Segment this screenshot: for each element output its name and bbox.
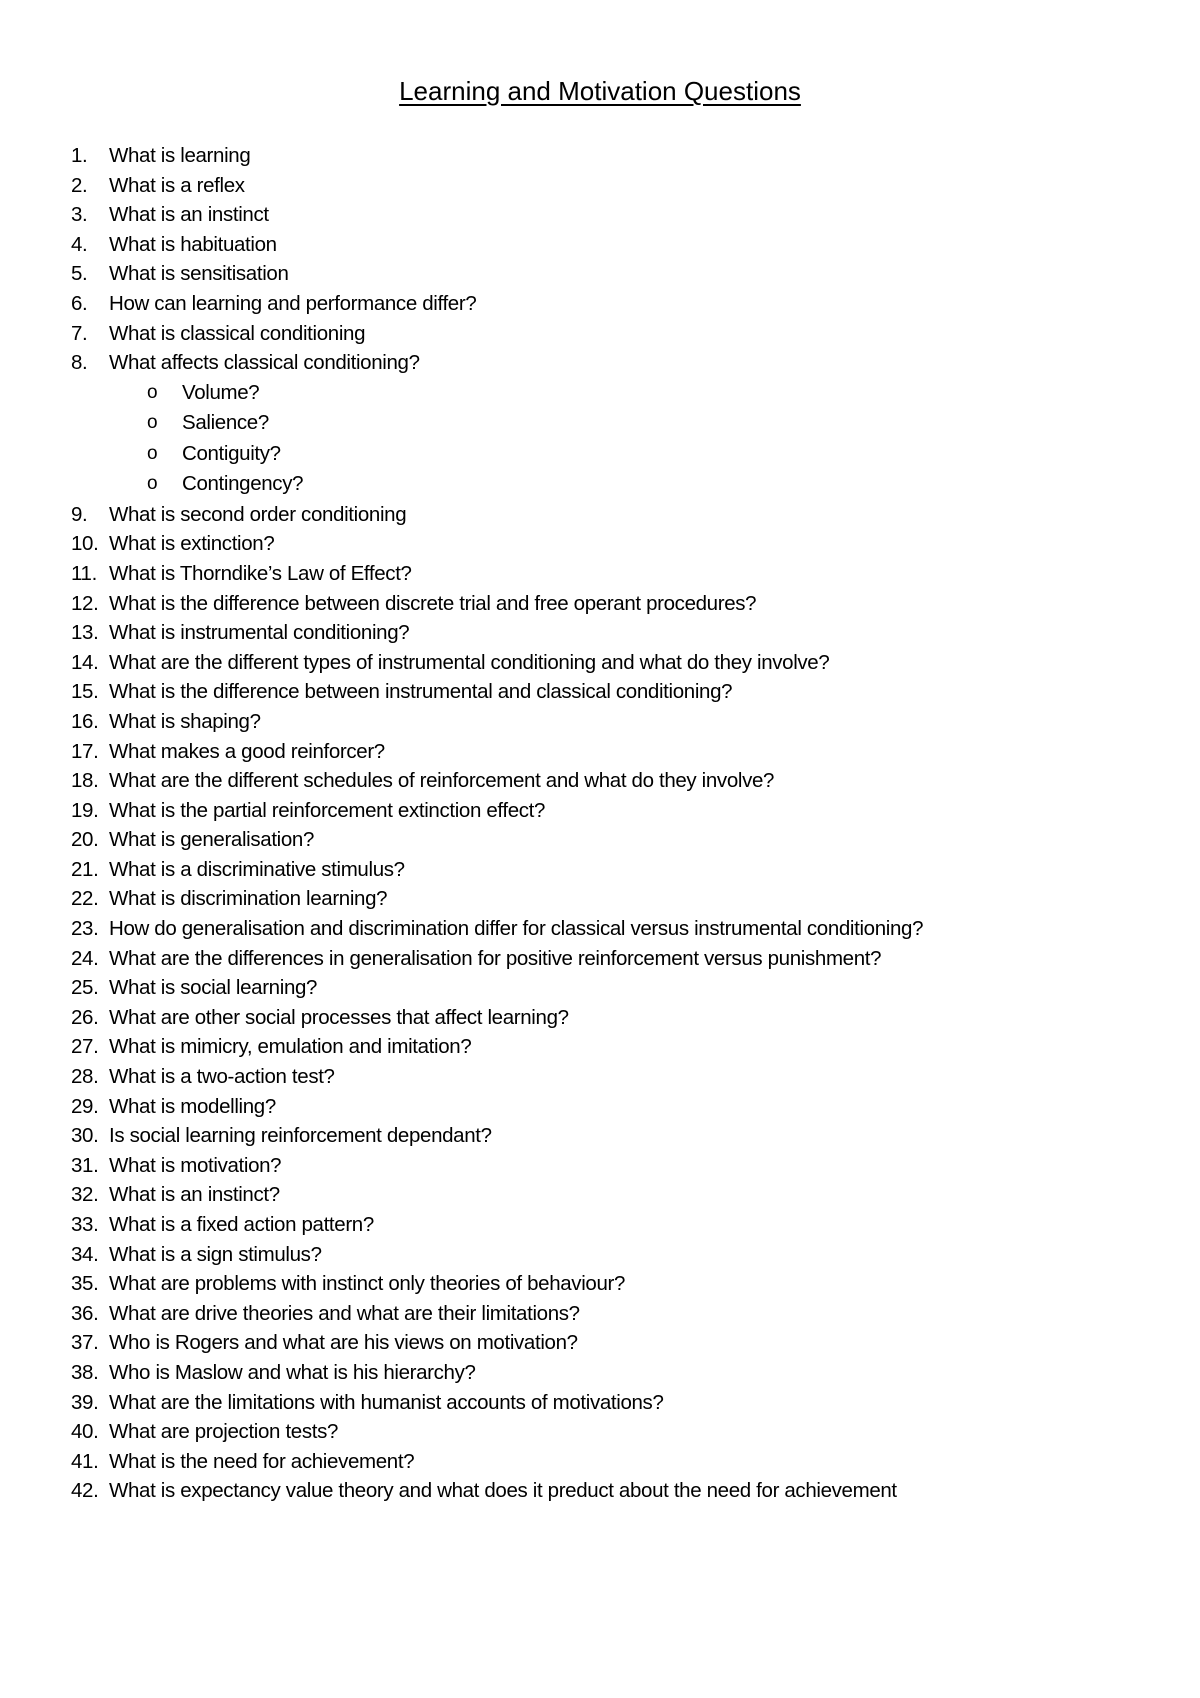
question-item [0,289,923,319]
question-text: What is mimicry, emulation and imitation? [109,1035,472,1059]
question-item [0,1299,923,1329]
hollow-bullet-icon: o [147,473,158,495]
question-item [0,589,923,619]
question-item [0,973,923,1003]
question-number: 31. [71,1153,99,1177]
question-number: 8. [71,351,88,375]
question-number: 39. [71,1390,99,1414]
question-item [0,1328,923,1358]
question-number: 9. [71,502,88,526]
question-item [0,529,923,559]
question-item [0,796,923,826]
question-text: What is habituation [109,232,277,256]
question-number: 14. [71,650,99,674]
question-text: What makes a good reinforcer? [109,739,385,763]
question-text: What is generalisation? [109,828,315,852]
question-item [0,1062,923,1092]
question-text: What are the limitations with humanist accounts of motivations? [109,1390,664,1414]
question-item [0,1121,923,1151]
question-number: 34. [71,1242,99,1266]
question-text: What are problems with instinct only theories of behaviour? [109,1272,626,1296]
question-item [0,1210,923,1240]
question-item [0,1003,923,1033]
question-text: What is an instinct [109,203,269,227]
sub-question-item [0,378,923,409]
question-number: 28. [71,1065,99,1089]
sub-question-item [0,439,923,470]
question-number: 18. [71,769,99,793]
question-item [0,825,923,855]
sub-question-text: Contingency? [182,472,304,496]
question-text: What affects classical conditioning? [109,351,420,375]
question-item [0,618,923,648]
question-number: 6. [71,291,88,315]
question-text: What is a sign stimulus? [109,1242,322,1266]
question-item [0,319,923,349]
question-item [0,737,923,767]
sub-question-list [109,378,923,500]
question-text: What are the different types of instrumental conditioning and what do they involve? [109,650,830,674]
question-text: What is a fixed action pattern? [109,1213,374,1236]
question-text: What is classical conditioning [109,321,366,345]
question-number: 15. [71,680,99,704]
question-text: What is social learning? [109,976,318,1000]
question-number: 22. [71,887,99,911]
question-text: What is a two-action test? [109,1065,335,1089]
question-text: What is learning [109,144,251,167]
question-text: What is motivation? [109,1153,282,1177]
question-number: 25. [71,976,99,1000]
question-text: How do generalisation and discrimination differ for classical versus instrumental conditioning? [109,917,924,941]
question-text: What are projection tests? [109,1420,339,1444]
question-item [0,884,923,914]
question-item [0,944,923,974]
question-number: 2. [71,173,88,197]
document-title: Learning and Motivation Questions [399,76,801,106]
question-item [0,259,923,289]
question-text: What is discrimination learning? [109,887,388,911]
sub-question-text: Salience? [182,411,269,435]
question-number: 24. [71,946,99,970]
question-number: 40. [71,1420,99,1444]
question-number: 36. [71,1301,99,1325]
question-number: 23. [71,917,99,941]
sub-question-text: Contiguity? [182,441,281,465]
question-item [0,766,923,796]
question-number: 3. [71,203,88,227]
question-text: Who is Maslow and what is his hierarchy? [109,1360,476,1384]
question-number: 12. [71,591,99,615]
question-text: Who is Rogers and what are his views on motivation? [109,1331,578,1355]
question-text: What is the difference between instrumental and classical conditioning? [109,680,733,704]
question-number: 5. [71,262,88,286]
question-number: 26. [71,1005,99,1029]
question-text: What are drive theories and what are their limitations? [109,1301,580,1325]
question-number: 1. [71,144,88,167]
question-text: What is sensitisation [109,262,289,286]
question-text: What is extinction? [109,532,275,556]
question-text: What is instrumental conditioning? [109,621,410,645]
question-item [0,1240,923,1270]
question-text: What is expectancy value theory and what does it preduct about the need for achievement [109,1479,897,1503]
question-text: Is social learning reinforcement dependant? [109,1124,492,1148]
question-number: 10. [71,532,99,556]
question-text: What is a discriminative stimulus? [109,857,405,881]
question-number: 35. [71,1272,99,1296]
question-text: What are the differences in generalisation for positive reinforcement versus punishment? [109,946,882,970]
question-item [0,707,923,737]
question-item [0,1032,923,1062]
question-text: What are other social processes that affect learning? [109,1005,569,1029]
sub-question-item [0,408,923,439]
question-text: What is Thorndike’s Law of Effect? [109,561,412,585]
hollow-bullet-icon: o [147,442,158,464]
hollow-bullet-icon: o [147,381,158,403]
question-text: What is modelling? [109,1094,276,1118]
question-item [0,1476,923,1506]
question-number: 41. [71,1449,99,1473]
sub-question-item [0,469,923,500]
question-text: What is a reflex [109,173,245,197]
question-item [0,1151,923,1181]
question-item [0,1447,923,1477]
question-text: What are the different schedules of reinforcement and what do they involve? [109,769,775,793]
question-number: 27. [71,1035,99,1059]
question-number: 19. [71,798,99,822]
hollow-bullet-icon: o [147,412,158,434]
question-item [0,348,923,500]
question-item [0,141,923,171]
question-item [0,1092,923,1122]
question-item [0,1417,923,1447]
question-number: 20. [71,828,99,852]
question-text: What is second order conditioning [109,502,407,526]
question-number: 38. [71,1360,99,1384]
question-number: 21. [71,857,99,881]
question-item [0,559,923,589]
question-item [0,677,923,707]
question-number: 33. [71,1213,99,1236]
question-number: 7. [71,321,88,345]
question-number: 42. [71,1479,99,1503]
question-number: 13. [71,621,99,645]
question-number: 4. [71,232,88,256]
question-text: How can learning and performance differ? [109,291,477,315]
question-text: What is an instinct? [109,1183,280,1207]
question-item [0,1180,923,1210]
question-number: 37. [71,1331,99,1355]
question-number: 16. [71,709,99,733]
question-text: What is the partial reinforcement extinction effect? [109,798,546,822]
question-text: What is the difference between discrete trial and free operant procedures? [109,591,757,615]
question-item [0,200,923,230]
question-item [0,914,923,944]
question-item [0,1388,923,1418]
question-item [0,855,923,885]
question-item [0,500,923,530]
question-text: What is shaping? [109,709,261,733]
question-number: 30. [71,1124,99,1148]
question-number: 32. [71,1183,99,1207]
question-item [0,230,923,260]
sub-question-text: Volume? [182,380,260,404]
question-number: 11. [71,561,97,585]
question-item [0,648,923,678]
question-item [0,1358,923,1388]
question-number: 29. [71,1094,99,1118]
question-number: 17. [71,739,99,763]
question-item [0,171,923,201]
question-text: What is the need for achievement? [109,1449,415,1473]
question-item [0,1269,923,1299]
question-list [0,141,923,1506]
